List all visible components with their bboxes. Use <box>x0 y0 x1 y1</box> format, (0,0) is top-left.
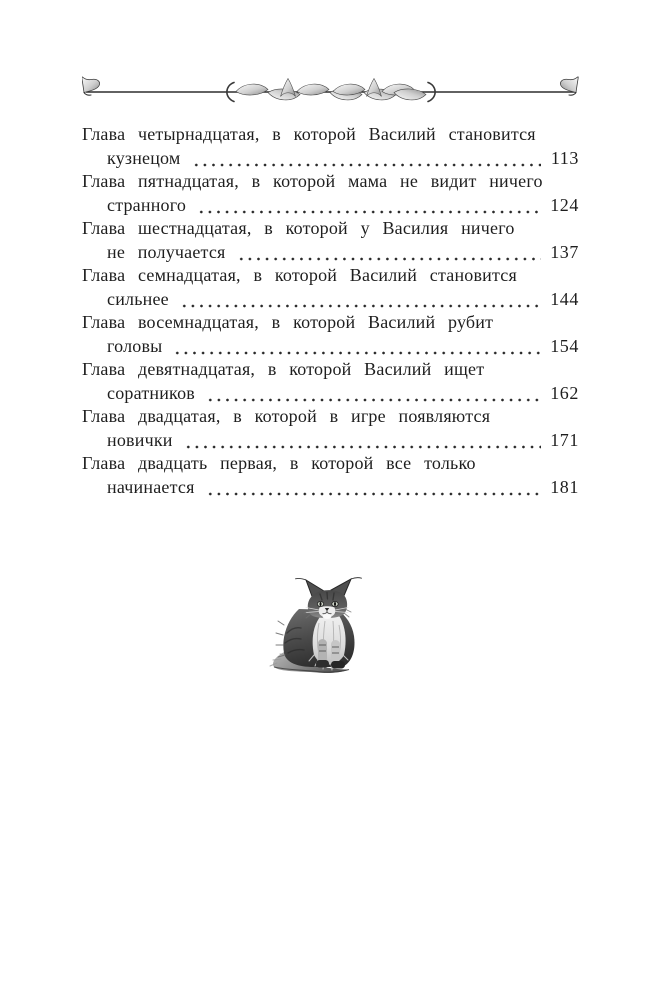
toc-entry <box>82 170 579 217</box>
toc-dot-leader <box>237 241 542 265</box>
toc-dot-leader <box>197 194 541 218</box>
toc-dot-leader <box>206 382 541 406</box>
toc-entry-line2 <box>82 288 579 312</box>
toc-entry-title-line1: Глава семнадцатая, в которой Василий становится <box>82 265 517 285</box>
table-of-contents <box>82 123 579 499</box>
toc-entry-line2 <box>82 335 579 359</box>
toc-page-number: 113 <box>550 147 579 168</box>
toc-entry-line2 <box>82 194 579 218</box>
toc-entry-title-line2: сильнее <box>107 288 169 309</box>
toc-page-number: 181 <box>550 476 579 497</box>
toc-entry-title-line2: не получается <box>107 241 226 262</box>
toc-entry <box>82 123 579 170</box>
toc-entry-title-line2: головы <box>107 335 163 356</box>
header-ornament-divider <box>82 76 580 108</box>
toc-entry-line2 <box>82 429 579 453</box>
toc-page-number: 171 <box>550 429 579 450</box>
toc-entry-title-line1: Глава двадцать первая, в которой все только <box>82 453 476 473</box>
toc-dot-leader <box>184 429 541 453</box>
toc-page-number: 144 <box>550 288 579 309</box>
toc-entry-line2 <box>82 241 579 265</box>
toc-entry <box>82 264 579 311</box>
toc-entry-title-line2: начинается <box>107 476 195 497</box>
toc-page-number: 124 <box>550 194 579 215</box>
toc-entry <box>82 311 579 358</box>
toc-dot-leader <box>180 288 541 312</box>
toc-entry-line2 <box>82 147 579 171</box>
ornament-center-garland <box>227 79 435 102</box>
toc-entry <box>82 217 579 264</box>
toc-entry-title-line1: Глава двадцатая, в которой в игре появляются <box>82 406 491 426</box>
toc-entry-title-line1: Глава четырнадцатая, в которой Василий становится <box>82 124 536 144</box>
toc-entry <box>82 358 579 405</box>
toc-dot-leader <box>173 335 541 359</box>
toc-entry-title-line2: новички <box>107 429 173 450</box>
toc-page-number: 137 <box>550 241 579 262</box>
toc-entry-title-line2: кузнецом <box>107 147 181 168</box>
toc-entry-title-line1: Глава шестнадцатая, в которой у Василия ничего <box>82 218 515 238</box>
toc-entry <box>82 452 579 499</box>
toc-dot-leader <box>206 476 541 500</box>
toc-entry-title-line2: соратников <box>107 382 195 403</box>
cat-illustration <box>263 577 387 677</box>
toc-entry-line2 <box>82 476 579 500</box>
toc-page-number: 162 <box>550 382 579 403</box>
toc-page-number: 154 <box>550 335 579 356</box>
toc-entry-line2 <box>82 382 579 406</box>
toc-entry-title-line2: странного <box>107 194 187 215</box>
toc-entry-title-line1: Глава восемнадцатая, в которой Василий рубит <box>82 312 494 332</box>
toc-entry-title-line1: Глава девятнадцатая, в которой Василий ищет <box>82 359 485 379</box>
cat-head <box>296 578 362 619</box>
toc-entry-title-line1: Глава пятнадцатая, в которой мама не видит ничего <box>82 171 543 191</box>
toc-dot-leader <box>192 147 541 171</box>
toc-entry <box>82 405 579 452</box>
